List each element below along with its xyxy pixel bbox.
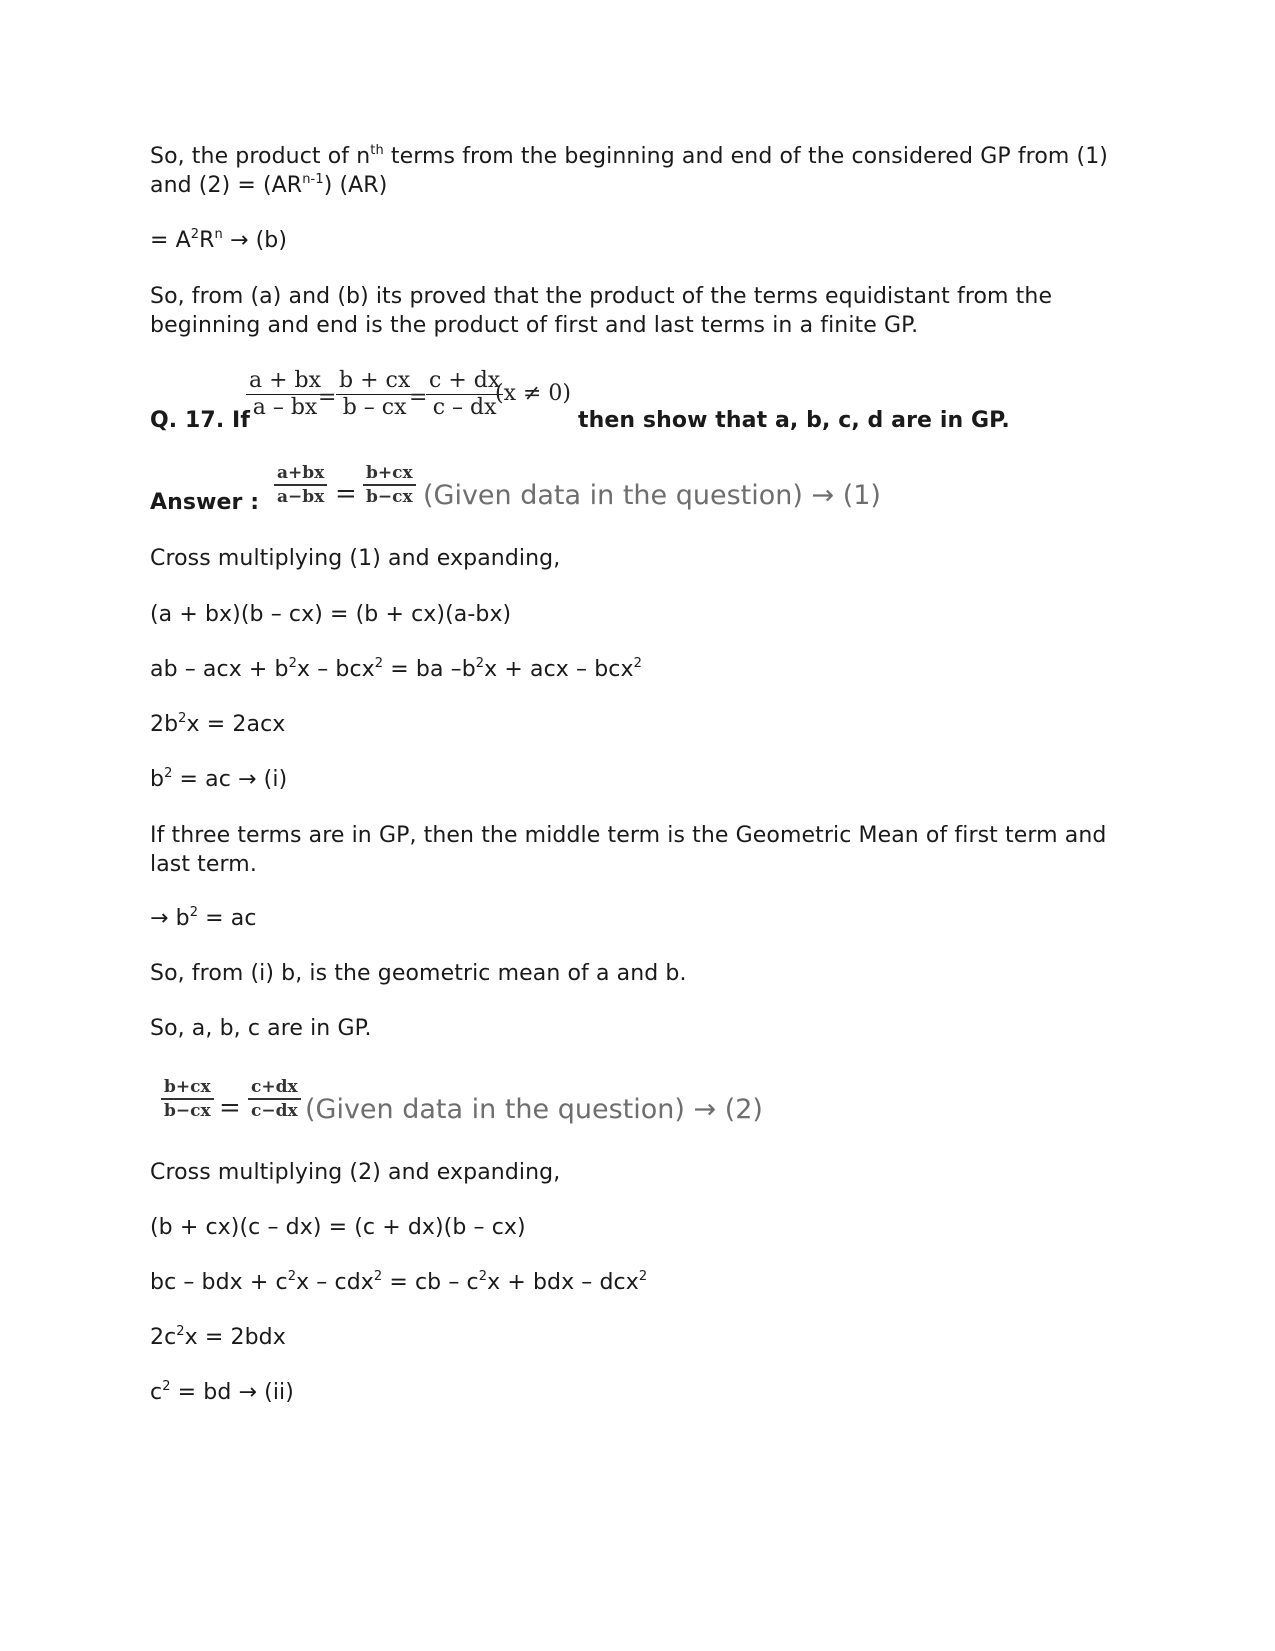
superscript: 2 <box>478 1269 488 1284</box>
fraction-numerator: c + dx <box>429 368 501 393</box>
text-abc-in-gp: So, a, b, c are in GP. <box>150 1016 372 1041</box>
condition-x-nonzero: (x ≠ 0) <box>495 381 571 406</box>
text-so-from-i: So, from (i) b, is the geometric mean of a and b. <box>150 961 687 986</box>
text-segment: = ac → (i) <box>172 767 288 792</box>
fraction-denominator: c – dx <box>432 395 497 420</box>
superscript: 2 <box>373 1269 383 1284</box>
text-segment: x + bdx – dcx <box>487 1270 639 1295</box>
equation-5 <box>150 904 257 933</box>
superscript: 2 <box>374 656 384 671</box>
superscript: 2 <box>288 656 297 671</box>
text-segment: x = 2bdx <box>184 1325 286 1350</box>
q17-fraction-1 <box>246 368 324 421</box>
text-segment: = ba –b <box>383 657 476 682</box>
text-segment: and (2) = (AR <box>150 173 303 198</box>
text-segment: 2c <box>150 1325 177 1350</box>
equation-2 <box>150 655 642 684</box>
equals-sign: = <box>318 385 337 410</box>
text-segment: = cb – c <box>382 1270 479 1295</box>
q17-fraction-2 <box>336 368 413 421</box>
text-segment: R <box>199 228 215 253</box>
text-geometric-mean-2: last term. <box>150 852 257 877</box>
text-segment: terms from the beginning and end of the considered GP from (1) <box>383 144 1108 169</box>
fraction-denominator: a – bx <box>252 395 318 420</box>
text-segment: → (b) <box>222 228 288 253</box>
superscript: 2 <box>190 227 200 242</box>
equation-3 <box>150 710 285 739</box>
text-segment: = ac <box>198 906 257 931</box>
text-line-beginning-end: beginning and end is the product of first and last terms in a finite GP. <box>150 313 919 338</box>
fraction-numerator: a + bx <box>249 368 322 393</box>
text-segment: ) (AR) <box>323 173 388 198</box>
text-segment: x = 2acx <box>186 712 286 737</box>
answer-fraction-1 <box>274 462 327 508</box>
text-line-proved: So, from (a) and (b) its proved that the product of the terms equidistant from the <box>150 284 1053 309</box>
text-cross-multiplying-2: Cross multiplying (2) and expanding, <box>150 1160 561 1185</box>
given-data-note-1: (Given data in the question) → (1) <box>423 480 881 511</box>
text-geometric-mean-1: If three terms are in GP, then the middle term is the Geometric Mean of first term and <box>150 823 1107 848</box>
text-line-and-2 <box>150 171 387 200</box>
fraction-denominator: a−bx <box>277 487 325 507</box>
fraction-numerator: b + cx <box>339 368 411 393</box>
superscript: 2 <box>633 656 642 671</box>
fraction-denominator: b – cx <box>342 395 407 420</box>
superscript: n <box>214 227 223 242</box>
fraction-numerator: b+cx <box>164 1077 211 1097</box>
question-17-tail: then show that a, b, c, d are in GP. <box>578 408 1010 433</box>
fraction-denominator: b−cx <box>164 1101 211 1121</box>
fraction-numerator: c+dx <box>251 1077 298 1097</box>
equals-sign: = <box>409 385 428 410</box>
superscript: 2 <box>189 905 199 920</box>
text-segment: So, the product of n <box>150 144 371 169</box>
equation-9 <box>150 1378 294 1407</box>
superscript: 2 <box>164 766 173 781</box>
text-cross-multiplying-1: Cross multiplying (1) and expanding, <box>150 546 561 571</box>
second-fraction-1 <box>161 1076 214 1122</box>
text-segment: = bd → (ii) <box>170 1380 294 1405</box>
equation-a2rn <box>150 226 287 255</box>
text-segment: bc – bdx + c <box>150 1270 288 1295</box>
superscript: n-1 <box>302 172 324 187</box>
equals-sign: = <box>335 479 357 509</box>
question-17-label: Q. 17. If <box>150 408 251 433</box>
superscript: 2 <box>176 1324 185 1339</box>
equals-sign: = <box>219 1093 241 1123</box>
superscript: 2 <box>475 656 485 671</box>
superscript: 2 <box>178 711 187 726</box>
text-segment: b <box>150 767 165 792</box>
fraction-denominator: b−cx <box>366 487 413 507</box>
equation-6: (b + cx)(c – dx) = (c + dx)(b – cx) <box>150 1215 526 1240</box>
equation-4 <box>150 765 287 794</box>
superscript: 2 <box>287 1269 297 1284</box>
fraction-numerator: a+bx <box>277 463 325 483</box>
superscript: 2 <box>638 1269 648 1284</box>
superscript: 2 <box>162 1379 171 1394</box>
fraction-denominator: c−dx <box>251 1101 298 1121</box>
text-segment: ab – acx + b <box>150 657 289 682</box>
superscript: th <box>370 143 384 158</box>
text-segment: x – cdx <box>296 1270 374 1295</box>
text-segment: x + acx – bcx <box>484 657 634 682</box>
text-line-product-nth <box>150 142 1108 171</box>
answer-fraction-2 <box>363 462 416 508</box>
second-fraction-2 <box>248 1076 301 1122</box>
q17-fraction-3 <box>426 368 503 421</box>
equation-8 <box>150 1323 286 1352</box>
text-segment: = A <box>150 228 191 253</box>
equation-1: (a + bx)(b – cx) = (b + cx)(a-bx) <box>150 602 512 627</box>
answer-label: Answer : <box>150 490 260 515</box>
given-data-note-2: (Given data in the question) → (2) <box>305 1094 763 1125</box>
text-segment: x – bcx <box>297 657 375 682</box>
text-segment: → b <box>150 906 190 931</box>
text-segment: 2b <box>150 712 179 737</box>
text-segment: c <box>150 1380 163 1405</box>
equation-7 <box>150 1268 647 1297</box>
fraction-numerator: b+cx <box>366 463 413 483</box>
